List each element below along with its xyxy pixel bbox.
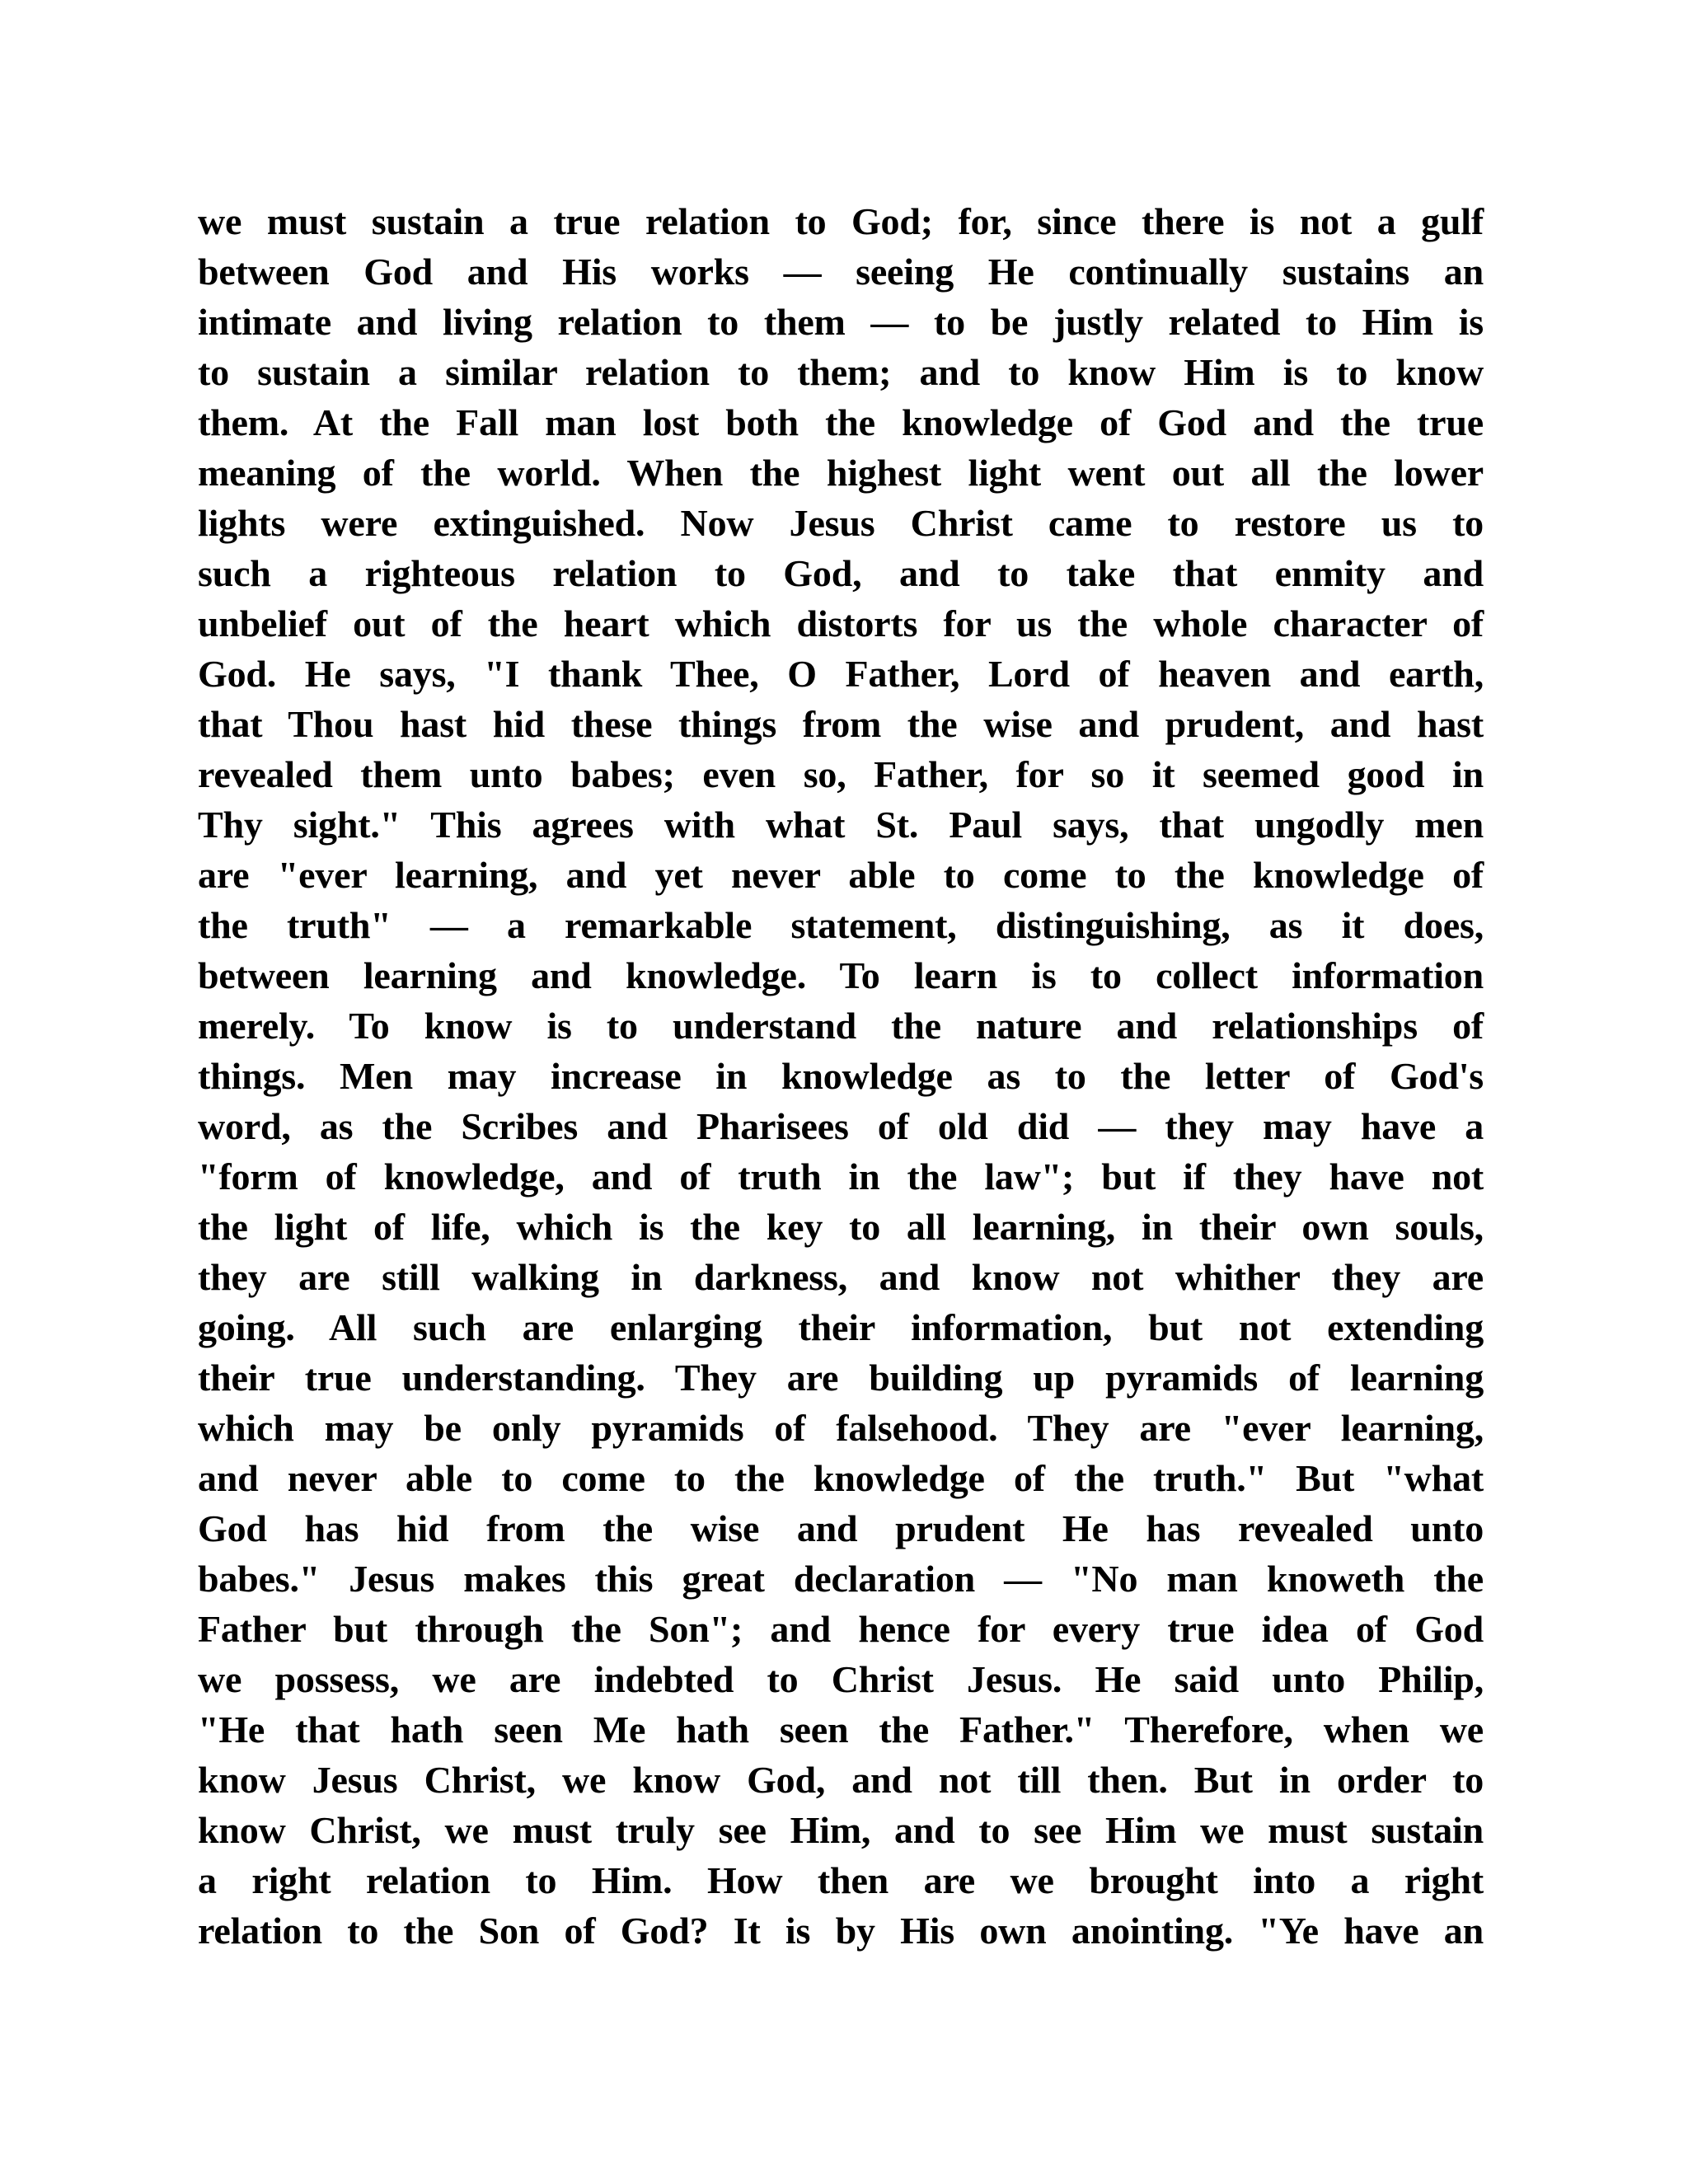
text-line: "He that hath seen Me hath seen the Father." Therefore, when we — [198, 1708, 1484, 1750]
body-text — [198, 196, 1484, 1956]
text-line: intimate and living relation to them — to be justly related to Him is — [198, 301, 1484, 343]
text-line: the truth" — a remarkable statement, distinguishing, as it does, — [198, 904, 1484, 946]
text-line: we possess, we are indebted to Christ Jesus. He said unto Philip, — [198, 1658, 1484, 1700]
text-line: relation to the Son of God? It is by His own anointing. "Ye have an — [198, 1910, 1484, 1952]
text-line: between God and His works — seeing He continually sustains an — [198, 251, 1484, 293]
text-line: are "ever learning, and yet never able to come to the knowledge of — [198, 854, 1484, 896]
text-line: God has hid from the wise and prudent He has revealed unto — [198, 1507, 1484, 1549]
text-line: between learning and knowledge. To learn is to collect information — [198, 954, 1484, 996]
text-line: their true understanding. They are building up pyramids of learning — [198, 1357, 1484, 1399]
text-line: to sustain a similar relation to them; and to know Him is to know — [198, 351, 1484, 393]
text-line: know Christ, we must truly see Him, and to see Him we must sustain — [198, 1809, 1484, 1851]
text-line: "form of knowledge, and of truth in the law"; but if they have not — [198, 1155, 1484, 1197]
text-line: things. Men may increase in knowledge as to the letter of God's — [198, 1055, 1484, 1097]
text-line: that Thou hast hid these things from the wise and prudent, and hast — [198, 703, 1484, 745]
text-line: and never able to come to the knowledge of the truth." But "what — [198, 1457, 1484, 1499]
text-line: babes." Jesus makes this great declaration — "No man knoweth the — [198, 1558, 1484, 1600]
text-line: revealed them unto babes; even so, Father, for so it seemed good in — [198, 753, 1484, 795]
text-line: know Jesus Christ, we know God, and not till then. But in order to — [198, 1759, 1484, 1801]
text-line: such a righteous relation to God, and to take that enmity and — [198, 552, 1484, 594]
text-line: going. All such are enlarging their information, but not extending — [198, 1306, 1484, 1348]
text-line: a right relation to Him. How then are we brought into a right — [198, 1859, 1484, 1901]
text-line: Father but through the Son"; and hence for every true idea of God — [198, 1608, 1484, 1650]
text-line: word, as the Scribes and Pharisees of old did — they may have a — [198, 1105, 1484, 1147]
text-line: unbelief out of the heart which distorts for us the whole character of — [198, 602, 1484, 644]
text-line: which may be only pyramids of falsehood. They are "ever learning, — [198, 1407, 1484, 1449]
text-line: God. He says, "I thank Thee, O Father, Lord of heaven and earth, — [198, 653, 1484, 695]
text-line: lights were extinguished. Now Jesus Christ came to restore us to — [198, 502, 1484, 544]
text-line: Thy sight." This agrees with what St. Paul says, that ungodly men — [198, 804, 1484, 846]
text-line: them. At the Fall man lost both the knowledge of God and the true — [198, 401, 1484, 443]
text-line: merely. To know is to understand the nature and relationships of — [198, 1005, 1484, 1047]
text-line: we must sustain a true relation to God; for, since there is not a gulf — [198, 200, 1484, 242]
text-line: meaning of the world. When the highest light went out all the lower — [198, 452, 1484, 494]
text-line: the light of life, which is the key to all learning, in their own souls, — [198, 1206, 1484, 1248]
text-line: they are still walking in darkness, and know not whither they are — [198, 1256, 1484, 1298]
